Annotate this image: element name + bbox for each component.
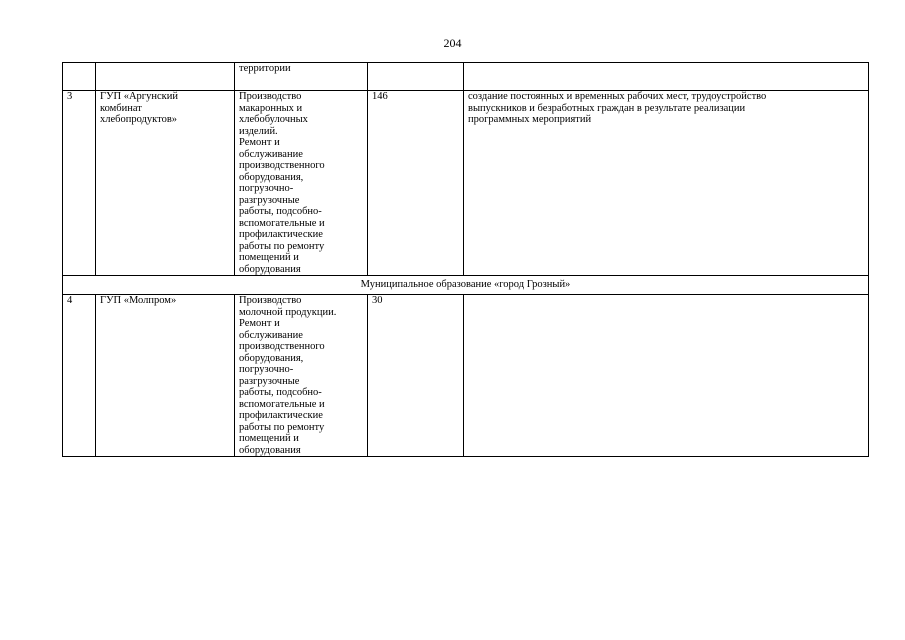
activity-cell-line: территории (239, 63, 291, 74)
activity-cell-line: помещений и (239, 433, 299, 444)
activity-cell-line: вспомогательные и (239, 398, 325, 410)
activity-cell-line: помещений и (239, 252, 299, 263)
count-cell: 30 (368, 295, 464, 457)
activity-cell-line: хлебобулочных (239, 114, 308, 125)
activity-cell (235, 63, 368, 91)
activity-cell-line: погрузочно- (239, 183, 294, 194)
organization-cell-line: ГУП «Молпром» (100, 295, 177, 306)
organization-cell-line: хлебопродуктов» (100, 114, 178, 125)
activity-cell-line: вспомогательные и (239, 217, 325, 229)
activity-cell-line: работы по ремонту (239, 240, 325, 252)
activity-cell-line: разгрузочные (239, 194, 300, 206)
row-number-cell: 4 (63, 295, 96, 457)
activity-cell-line: макаронных и (239, 102, 303, 114)
row-number-cell (63, 63, 96, 91)
page-number: 204 (443, 36, 462, 50)
table-row (63, 63, 869, 91)
activity-cell-line: работы по ремонту (239, 421, 325, 433)
activity-cell-line: Ремонт и (239, 137, 280, 148)
table-body (63, 63, 869, 457)
activity-cell-line: обслуживание (239, 329, 303, 341)
description-cell (464, 91, 869, 276)
description-cell (464, 295, 869, 457)
activity-cell-line: обслуживание (239, 148, 303, 160)
description-cell-line: создание постоянных и временных рабочих мест, трудоустройство (468, 91, 767, 102)
activity-cell-line: Производство (239, 91, 302, 102)
document-table (62, 62, 869, 457)
row-number-cell: 3 (63, 91, 96, 276)
table-row (63, 91, 869, 276)
activity-cell-line: производственного (239, 160, 325, 171)
activity-cell (235, 295, 368, 457)
organization-cell-line: комбинат (100, 102, 142, 114)
activity-cell-line: погрузочно- (239, 364, 294, 375)
activity-cell-line: оборудования, (239, 352, 304, 364)
description-cell (464, 63, 869, 91)
activity-cell-line: молочной продукции. (239, 306, 337, 318)
table-row (63, 295, 869, 457)
activity-cell-line: производственного (239, 341, 325, 352)
activity-cell-line: оборудования (239, 444, 301, 456)
activity-cell-line: профилактические (239, 410, 323, 421)
description-cell-line: выпускников и безработных граждан в результате реализации (468, 102, 746, 114)
activity-cell-line: оборудования, (239, 171, 304, 183)
activity-cell-line: работы, подсобно- (239, 387, 322, 398)
activity-cell-line: Ремонт и (239, 318, 280, 329)
organization-cell (96, 295, 235, 457)
description-cell-line: программных мероприятий (468, 114, 592, 125)
section-title: Муниципальное образование «город Грозный» (63, 276, 869, 295)
activity-cell-line: изделий. (239, 125, 278, 137)
activity-cell-line: работы, подсобно- (239, 206, 322, 217)
activity-cell-line: разгрузочные (239, 375, 300, 387)
organization-cell-line: ГУП «Аргунский (100, 91, 178, 102)
organization-cell (96, 91, 235, 276)
activity-cell (235, 91, 368, 276)
activity-cell-line: профилактические (239, 229, 323, 240)
section-row (63, 276, 869, 295)
organization-cell (96, 63, 235, 91)
activity-cell-line: Производство (239, 295, 302, 306)
count-cell (368, 63, 464, 91)
activity-cell-line: оборудования (239, 263, 301, 275)
count-cell: 146 (368, 91, 464, 276)
